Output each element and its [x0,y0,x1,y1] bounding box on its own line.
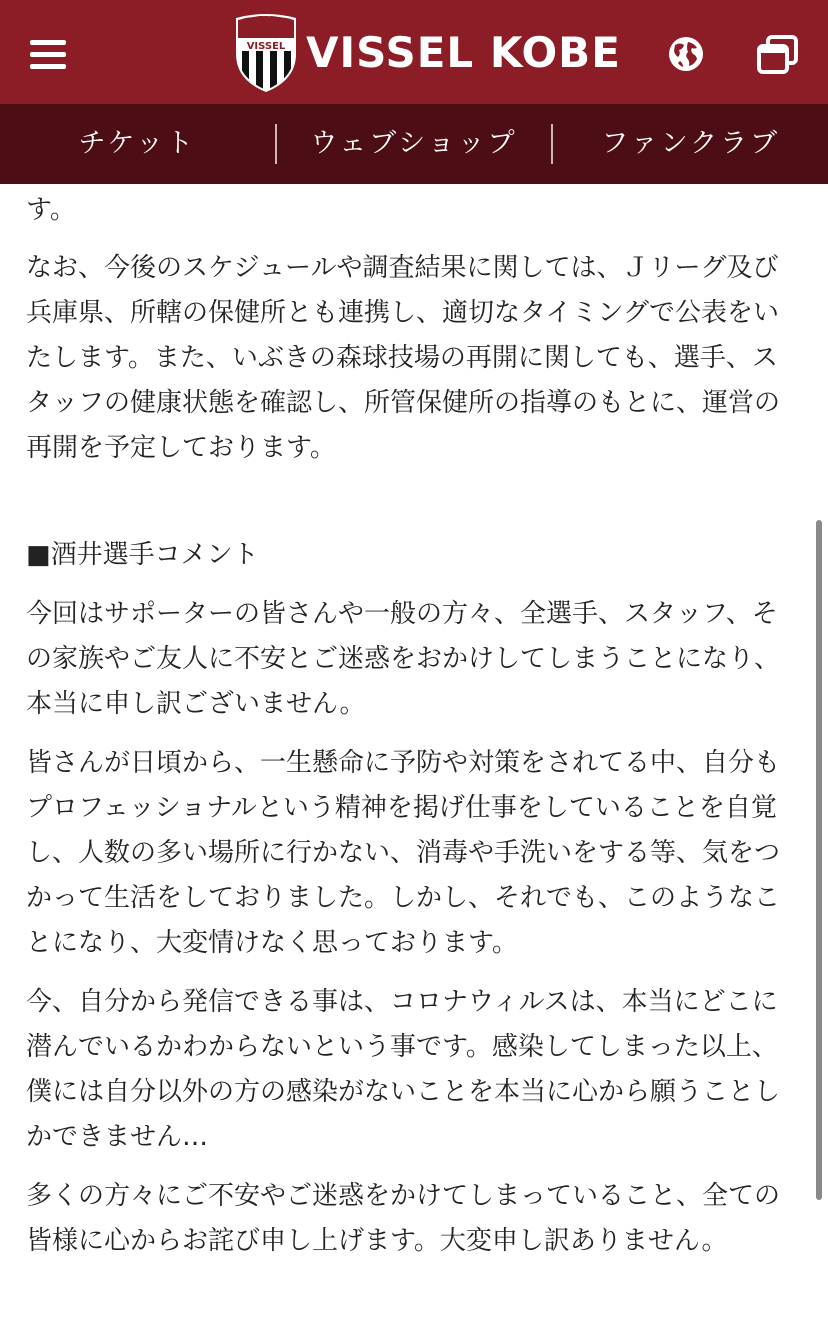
globe-icon[interactable] [668,36,704,72]
brand-name: VISSEL KOBE [306,28,621,77]
paragraph-closing: 多くの方々にご不安やご迷惑をかけてしまっていること、全ての皆様に心からお詫び申し上げます。大変申し訳ありません。 [26,1181,781,1256]
nav-tickets[interactable]: チケット [78,128,197,159]
article-body [26,184,784,1264]
paragraph-message: 今、自分から発信できる事は、コロナウィルスは、本当にどこに潜んでいるかわからないという事です。感染してしまった以上、僕には自分以外の方の感染がないことを本当に心から願うことしかできません… [26,987,781,1152]
nav-webshop[interactable]: ウェブショップ [310,128,518,159]
paragraph-schedule: なお、今後のスケジュールや調査結果に関しては、Ｊリーグ及び兵庫県、所轄の保健所とも連携し、適切なタイミングで公表をいたします。また、いぶきの森球技場の再開に関しても、選手、スタッフの健康状態を確認し、所管保健所の指導のもとに、運営の再開を予定しております。 [26,253,781,463]
menu-icon[interactable] [30,38,68,70]
svg-text:VISSEL: VISSEL [246,41,286,52]
nav-fanclub[interactable]: ファンクラブ [601,128,781,159]
sub-navigation [0,104,828,184]
paragraph-apology: 今回はサポーターの皆さんや一般の方々、全選手、スタッフ、その家族やご友人に不安とご迷惑をおかけしてしまうことになり、本当に申し訳ございません。 [26,599,781,719]
brand-logo[interactable] [234,14,621,92]
section-heading-comment: ■酒井選手コメント [26,540,259,570]
site-header [0,0,828,104]
windows-icon[interactable] [757,35,799,75]
crest-icon [234,14,298,92]
paragraph-prevention: 皆さんが日頃から、一生懸命に予防や対策をされてる中、自分もプロフェッショナルという精神を掲げ仕事をしていることを自覚し、人数の多い場所に行かない、消毒や手洗いをする等、気をつかって生活をしておりました。しかし、それでも、このようなことになり、大変情けなく思っております。 [26,748,781,958]
scrollbar[interactable] [816,520,822,1200]
paragraph-continuation: す。 [26,195,76,225]
